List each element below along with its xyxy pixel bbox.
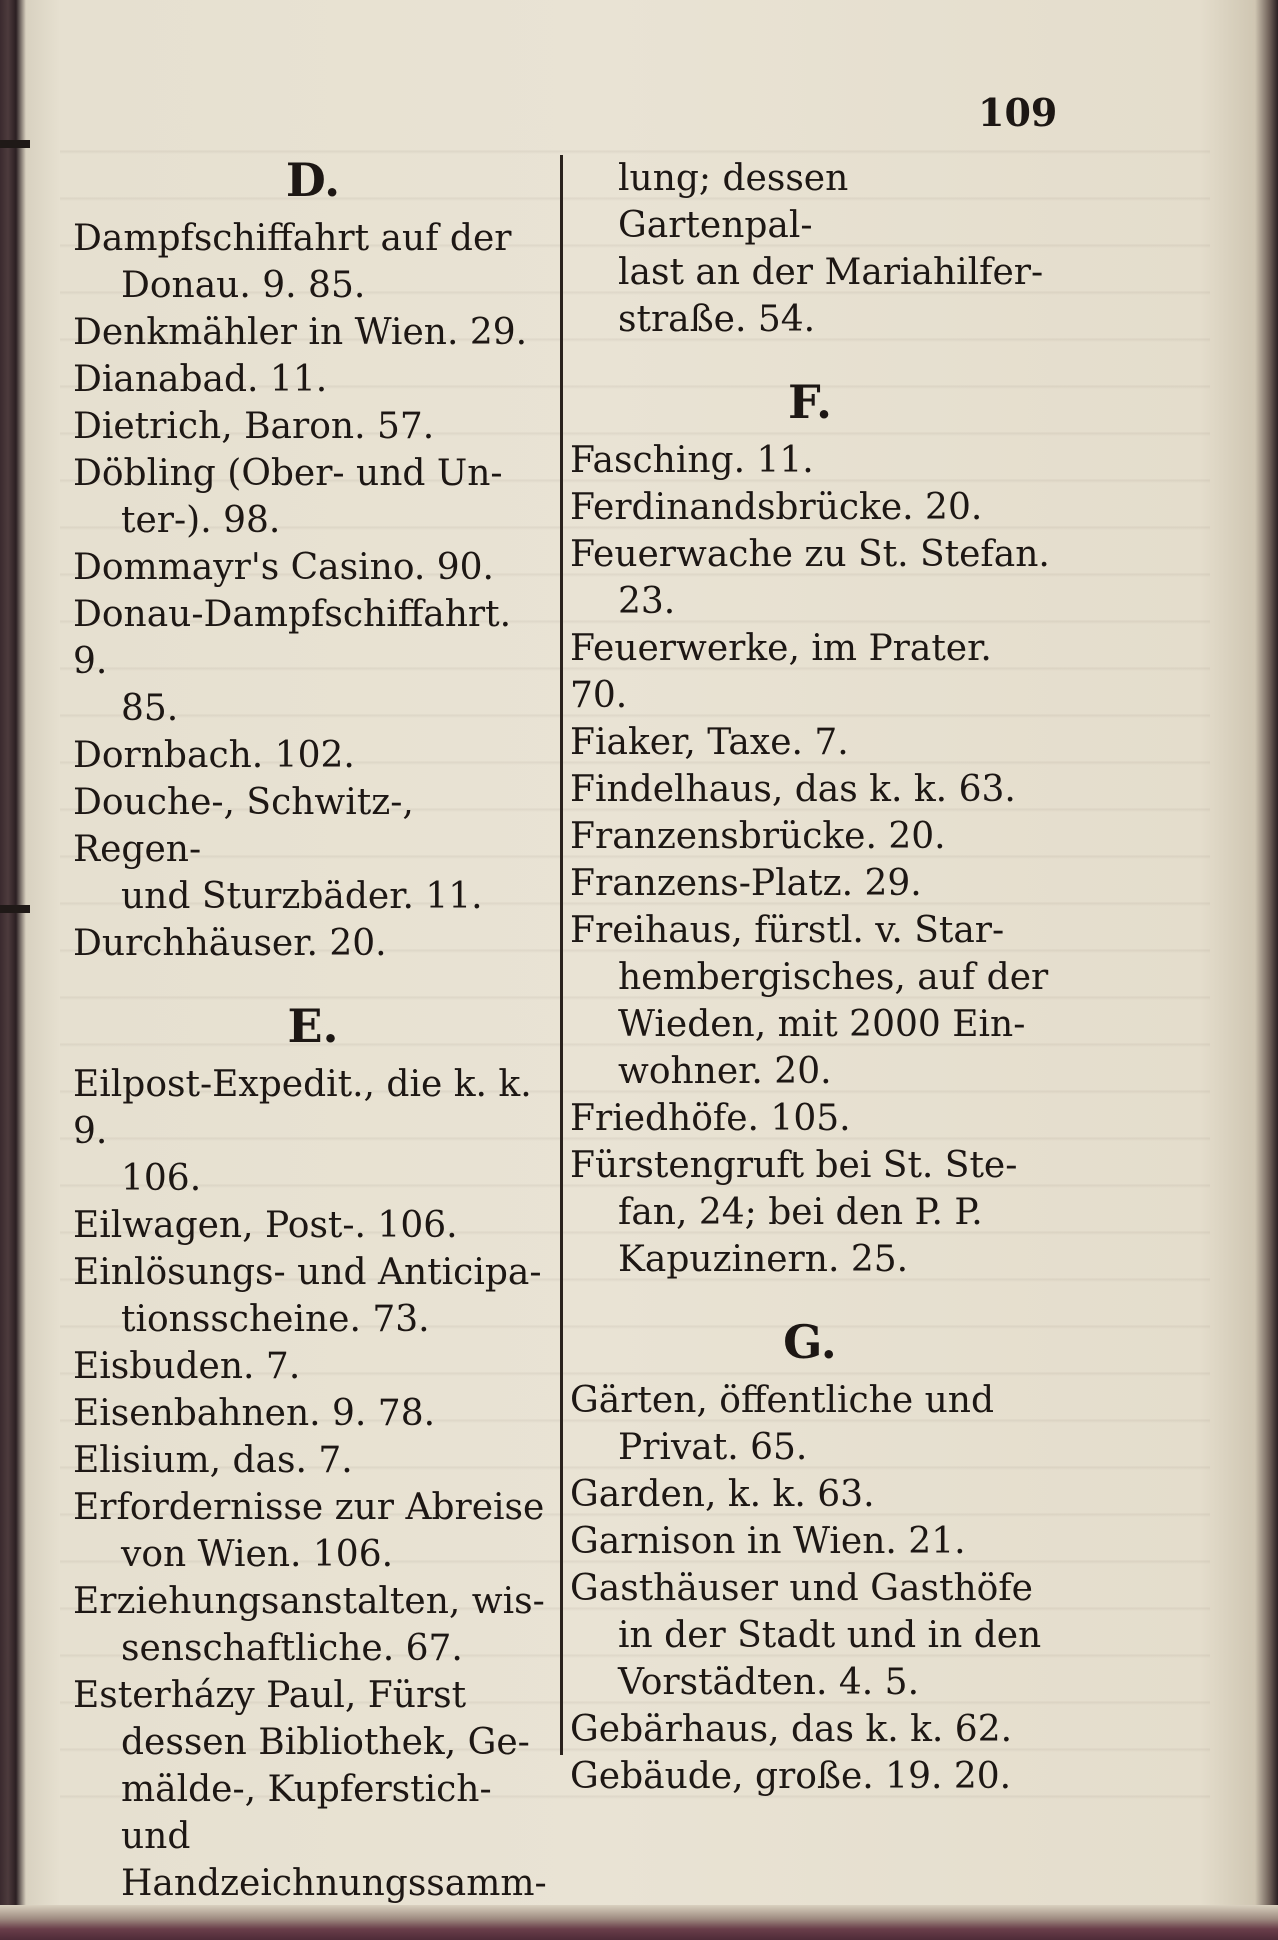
index-entry [73, 309, 553, 356]
index-entry [570, 1753, 1050, 1800]
entry-line: Fasching. 11. [570, 440, 814, 481]
entry-line: Feuerwerke, im Prater. 70. [570, 628, 992, 716]
index-entry [73, 1343, 553, 1390]
index-entry [73, 1578, 553, 1672]
page-number: 109 [978, 90, 1058, 135]
index-entry [570, 907, 1050, 1095]
entry-continuation-line: in der Stadt und in den [618, 1615, 1042, 1656]
section-gap [73, 967, 553, 991]
entry-continuation-line: senschaftliche. 67. [121, 1628, 463, 1669]
entry-continuation-line: straße. 54. [618, 299, 816, 340]
entry-line: Fiaker, Taxe. 7. [570, 722, 849, 763]
column-divider [560, 155, 563, 1755]
section-gap [570, 1283, 1050, 1307]
entry-line: Douche-, Schwitz-, Regen- [73, 782, 414, 870]
index-entry [73, 1437, 553, 1484]
index-entry [73, 544, 553, 591]
entry-continuation-line: 106. [121, 1158, 202, 1199]
section-letter: F. [787, 375, 833, 429]
index-entry [73, 450, 553, 544]
entry-line: Garnison in Wien. 21. [570, 1521, 966, 1562]
entry-line: Gebärhaus, das k. k. 62. [570, 1709, 1013, 1750]
entry-line: Gasthäuser und Gasthöfe [570, 1568, 1033, 1609]
index-entry [73, 1202, 553, 1249]
index-entry [73, 403, 553, 450]
index-entry [570, 531, 1050, 625]
entry-continuation-line: Vorstädten. 4. 5. [618, 1662, 920, 1703]
index-entry [570, 1565, 1050, 1706]
entry-continuation-line: tionsscheine. 73. [121, 1299, 430, 1340]
entry-line: Einlösungs- und Anticipa- [73, 1252, 542, 1293]
entry-continuation-line: wohner. 20. [618, 1051, 832, 1092]
entry-line: Dornbach. 102. [73, 735, 355, 776]
continued-entry [570, 155, 1050, 343]
right-column [570, 155, 1050, 1800]
entry-line: Denkmähler in Wien. 29. [73, 312, 528, 353]
index-entry [73, 1390, 553, 1437]
entry-continuation-line: und Sturzbäder. 11. [121, 876, 483, 917]
index-entry [570, 1142, 1050, 1283]
index-entry [570, 1518, 1050, 1565]
entry-line: Esterházy Paul, Fürst [73, 1675, 467, 1716]
entry-line: Dampfschiffahrt auf der [73, 218, 512, 259]
entry-line: Franzens-Platz. 29. [570, 863, 922, 904]
index-entry [570, 719, 1050, 766]
index-entry [73, 1672, 553, 1907]
index-entry [73, 1249, 553, 1343]
entry-line: Dommayr's Casino. 90. [73, 547, 494, 588]
entry-line: Durchhäuser. 20. [73, 923, 387, 964]
entry-line: Donau-Dampfschiffahrt. 9. [73, 594, 512, 682]
left-column [73, 145, 553, 1907]
entry-continuation-line: von Wien. 106. [121, 1534, 394, 1575]
entry-line: Dianabad. 11. [73, 359, 328, 400]
entry-continuation-line: 23. [618, 581, 676, 622]
binding-mark [0, 905, 30, 913]
index-entry [570, 813, 1050, 860]
index-entry [570, 625, 1050, 719]
index-entry [570, 1471, 1050, 1518]
entry-line: Gebäude, große. 19. 20. [570, 1756, 1012, 1797]
index-entry [570, 1706, 1050, 1753]
entry-line: Eisenbahnen. 9. 78. [73, 1393, 436, 1434]
entry-line: Erfordernisse zur Abreise [73, 1487, 545, 1528]
section-letter: G. [783, 1315, 837, 1369]
entry-line: Döbling (Ober- und Un- [73, 453, 503, 494]
entry-line: Elisium, das. 7. [73, 1440, 353, 1481]
entry-line: Eilwagen, Post-. 106. [73, 1205, 458, 1246]
page-bottom-edge [0, 1905, 1278, 1940]
entry-continuation-line: dessen Bibliothek, Ge- [121, 1722, 530, 1763]
entry-line: Garden, k. k. 63. [570, 1474, 875, 1515]
entry-line: Ferdinandsbrücke. 20. [570, 487, 983, 528]
entry-continuation-line: Privat. 65. [618, 1427, 808, 1468]
entry-line: Eilpost-Expedit., die k. k. 9. [73, 1064, 532, 1152]
entry-line: Franzensbrücke. 20. [570, 816, 946, 857]
index-entry [570, 484, 1050, 531]
entry-line: Dietrich, Baron. 57. [73, 406, 435, 447]
entry-continuation-line: hembergisches, auf der [618, 957, 1049, 998]
entry-line: Friedhöfe. 105. [570, 1098, 851, 1139]
entry-continuation-line: Kapuzinern. 25. [618, 1239, 909, 1280]
index-entry [73, 591, 553, 732]
entry-continuation-line: last an der Mariahilfer- [618, 252, 1044, 293]
entry-continuation-line: Wieden, mit 2000 Ein- [618, 1004, 1026, 1045]
entry-continuation-line: 85. [121, 688, 179, 729]
section-letter: E. [287, 999, 339, 1053]
index-entry [73, 356, 553, 403]
entry-line: Gärten, öffentliche und [570, 1380, 995, 1421]
index-entry [73, 1061, 553, 1202]
index-entry [570, 1095, 1050, 1142]
entry-line: Feuerwache zu St. Stefan. [570, 534, 1050, 575]
entry-line: Findelhaus, das k. k. 63. [570, 769, 1016, 810]
index-entry [73, 1484, 553, 1578]
entry-continuation-line: Donau. 9. 85. [121, 265, 366, 306]
index-entry [570, 860, 1050, 907]
index-entry [570, 766, 1050, 813]
entry-line: Freihaus, fürstl. v. Star- [570, 910, 1005, 951]
entry-continuation-line: mälde-, Kupferstich- und [121, 1769, 492, 1857]
entry-continuation-line: fan, 24; bei den P. P. [618, 1192, 983, 1233]
section-letter: D. [285, 153, 341, 207]
binding-mark [0, 140, 30, 148]
section-gap [570, 343, 1050, 367]
entry-line: Erziehungsanstalten, wis- [73, 1581, 545, 1622]
entry-line: Fürstengruft bei St. Ste- [570, 1145, 1018, 1186]
index-entry [570, 437, 1050, 484]
entry-continuation-line: Handzeichnungssamm- [121, 1863, 547, 1904]
index-entry [73, 920, 553, 967]
entry-line: Eisbuden. 7. [73, 1346, 301, 1387]
index-entry [73, 215, 553, 309]
index-entry [73, 732, 553, 779]
index-entry [570, 1377, 1050, 1471]
index-entry [73, 779, 553, 920]
entry-continuation-line: lung; dessen Gartenpal- [618, 158, 849, 246]
entry-continuation-line: ter-). 98. [121, 500, 281, 541]
